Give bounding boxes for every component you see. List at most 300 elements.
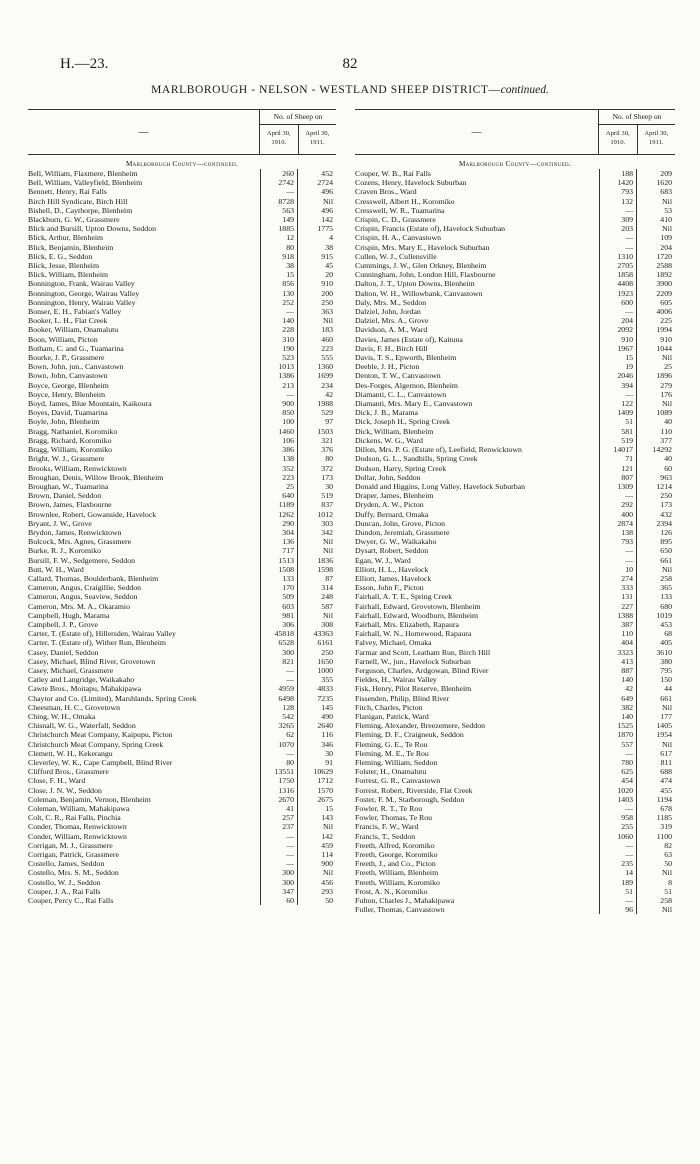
page-reference: H.—23. <box>60 56 109 72</box>
owner-name: Dysart, Robert, Seddon <box>355 546 429 556</box>
table-row <box>28 813 336 822</box>
sheep-1910: 1525 <box>599 721 637 730</box>
owner-name: Fitch, Charles, Picton <box>355 702 423 712</box>
sheep-1910: 1310 <box>599 252 637 261</box>
sheep-1911: 910 <box>660 334 672 344</box>
owner-name: Conder, Thomas, Renwicktown <box>28 822 127 832</box>
table-row <box>28 749 336 758</box>
sheep-1910: 274 <box>599 574 637 583</box>
sheep-1911: 314 <box>321 583 333 593</box>
owner-name: Crispin, Francis (Estate of), Havelock Suburban <box>355 224 506 234</box>
owner-name: Deeble, J. H., Picton <box>355 362 420 372</box>
table-row <box>28 868 336 877</box>
sheep-1911: 80 <box>325 454 333 464</box>
sheep-1910: 386 <box>260 445 298 454</box>
table-header <box>28 109 336 155</box>
table-row <box>28 694 336 703</box>
table-row <box>355 638 675 647</box>
sheep-1910: 600 <box>599 298 637 307</box>
table-row <box>355 298 675 307</box>
sheep-1910: 6528 <box>260 638 298 647</box>
sheep-1911: Nil <box>323 537 333 547</box>
sheep-1910: 121 <box>599 464 637 473</box>
sheep-1911: 1214 <box>656 481 672 491</box>
sheep-1910: 1309 <box>599 482 637 491</box>
table-row <box>28 381 336 390</box>
sheep-title: No. of Sheep on <box>599 110 675 125</box>
table-row <box>28 197 336 206</box>
sheep-1911: 43363 <box>313 629 333 639</box>
sheep-1911: 1044 <box>656 343 672 353</box>
owner-name: Dodson, G. L., Sandhills, Spring Creek <box>355 454 478 464</box>
sheep-1911: 7235 <box>317 693 333 703</box>
sheep-1911: 1712 <box>317 776 333 786</box>
owner-name: Bishell, D., Caythorpe, Blenheim <box>28 205 133 215</box>
sheep-1910: — <box>599 390 637 399</box>
sheep-1911: Nil <box>323 546 333 556</box>
sheep-1911: 363 <box>321 307 333 317</box>
table-row <box>355 344 675 353</box>
sheep-1910: 25 <box>260 482 298 491</box>
table-row <box>28 528 336 537</box>
sheep-1910: 300 <box>260 878 298 887</box>
owner-name: Carter, T. (Estate of), Wither Run, Blenheim <box>28 638 166 648</box>
table-row <box>355 464 675 473</box>
table-row <box>355 611 675 620</box>
sheep-1910: 382 <box>599 703 637 712</box>
sheep-1911: 114 <box>321 850 333 860</box>
owner-name: Davis, F. H., Birch Hill <box>355 343 428 353</box>
sheep-1911: 258 <box>660 896 672 906</box>
table-row <box>28 335 336 344</box>
owner-name: Fowler, R. T., Te Rou <box>355 804 423 814</box>
owner-name: Bell, William, Flaxmere, Blenheim <box>28 169 138 178</box>
sheep-1910: 563 <box>260 206 298 215</box>
sheep-1910: 387 <box>599 620 637 629</box>
sheep-1910: 1070 <box>260 740 298 749</box>
sheep-1911: 678 <box>660 804 672 814</box>
owner-name: Des-Forges, Algernon, Blenheim <box>355 380 458 390</box>
sheep-1911: 1598 <box>317 564 333 574</box>
owner-name: Dick, J. B., Marama <box>355 408 419 418</box>
sheep-1911: 225 <box>660 316 672 326</box>
sheep-1910: — <box>599 307 637 316</box>
table-row <box>28 215 336 224</box>
owner-name: Bragg, Nathaniel, Koromiko <box>28 426 118 436</box>
sheep-1911: 555 <box>321 353 333 363</box>
sheep-1910: 3323 <box>599 648 637 657</box>
sheep-1910: — <box>599 233 637 242</box>
sheep-1910: 347 <box>260 887 298 896</box>
sheep-1910: — <box>260 390 298 399</box>
table-row <box>355 500 675 509</box>
sheep-1910: 290 <box>260 519 298 528</box>
owner-name: Cummings, J. W., Glen Orkney, Blenheim <box>355 261 487 271</box>
table-row <box>355 197 675 206</box>
table-row <box>355 307 675 316</box>
table-row <box>355 822 675 831</box>
sheep-1910: 1870 <box>599 730 637 739</box>
sheep-1911: 50 <box>664 859 672 869</box>
sheep-1910: 132 <box>599 197 637 206</box>
owner-name: Bragg, William, Koromiko <box>28 445 112 455</box>
sheep-1911: 680 <box>660 601 672 611</box>
owner-name: Dick, Joseph H., Spring Creek <box>355 417 451 427</box>
sheep-1910: 793 <box>599 537 637 546</box>
sheep-1911: 372 <box>321 463 333 473</box>
sheep-1910: 41 <box>260 804 298 813</box>
table-row <box>28 298 336 307</box>
owner-name: Casey, Michael, Grassmere <box>28 665 114 675</box>
owner-name: Fairhall, Mrs. Elizabeth, Rapaura <box>355 619 459 629</box>
sheep-1910: 958 <box>599 813 637 822</box>
sheep-1910: 62 <box>260 730 298 739</box>
owner-name: Booker, William, Onamalutu <box>28 325 119 335</box>
sheep-1911: 587 <box>321 601 333 611</box>
owner-name: Clemett, W. H., Kekerangu <box>28 748 113 758</box>
sheep-1911: 895 <box>660 537 672 547</box>
sheep-1911: 91 <box>325 758 333 767</box>
sheep-1911: 150 <box>660 675 672 685</box>
table-row <box>28 620 336 629</box>
owner-name: Bright, W. J., Grassmere <box>28 454 105 464</box>
owner-name: Bryant, J. W., Grove <box>28 518 92 528</box>
sheep-1910: 1262 <box>260 510 298 519</box>
owner-name: Cunningham, John, London Hill, Flaxbourne <box>355 270 496 280</box>
table-row <box>355 565 675 574</box>
table-row <box>355 832 675 841</box>
table-row <box>28 859 336 868</box>
owner-name: Fleming, D. F., Craigneuk, Seddon <box>355 730 464 740</box>
sheep-1910: 603 <box>260 602 298 611</box>
owner-name: Christchurch Meat Company, Spring Creek <box>28 739 164 749</box>
table-row <box>28 629 336 638</box>
table-row <box>28 371 336 380</box>
sheep-1910: — <box>260 675 298 684</box>
owner-name: Cameron, Angus, Craigillie, Seddon <box>28 583 142 593</box>
owner-name: Boon, William, Picton <box>28 334 98 344</box>
sheep-1911: Nil <box>662 868 672 878</box>
sheep-1910: 42 <box>599 684 637 693</box>
sheep-1910: — <box>599 556 637 565</box>
sheep-1910: 1885 <box>260 224 298 233</box>
sheep-1910: 204 <box>599 316 637 325</box>
table-row <box>28 344 336 353</box>
table-row <box>355 684 675 693</box>
owner-name: Corrigan, M. J., Grassmere <box>28 840 113 850</box>
sheep-1910: 15 <box>599 353 637 362</box>
owner-name: Brown, Daniel, Seddon <box>28 491 102 501</box>
sheep-1911: 617 <box>660 748 672 758</box>
sheep-1910: — <box>599 804 637 813</box>
table-row <box>355 206 675 215</box>
table-row <box>28 546 336 555</box>
table-row <box>28 169 336 178</box>
sheep-1910: 140 <box>599 712 637 721</box>
sheep-1910: — <box>599 206 637 215</box>
page-header <box>60 56 640 76</box>
sheep-1911: 68 <box>664 629 672 639</box>
owner-name: Costello, W. J., Seddon <box>28 877 101 887</box>
sheep-1910: 1409 <box>599 408 637 417</box>
sheep-1910: 149 <box>260 215 298 224</box>
table-rows <box>28 169 336 905</box>
owner-name: Couper, W. B., Rai Falls <box>355 169 431 178</box>
owner-name: Blick, William, Blenheim <box>28 270 109 280</box>
sheep-1910: 140 <box>260 316 298 325</box>
owner-name: Dundon, Jeremiah, Grassmere <box>355 527 450 537</box>
table-row <box>355 353 675 362</box>
year-1910-header: April 30, 1910. <box>260 125 299 154</box>
table-row <box>28 187 336 196</box>
table-row <box>28 574 336 583</box>
sheep-1911: 1650 <box>317 656 333 666</box>
sheep-1911: 176 <box>660 389 672 399</box>
right-table <box>355 109 675 914</box>
sheep-1910: 717 <box>260 546 298 555</box>
table-row <box>355 841 675 850</box>
sheep-1910: 900 <box>260 399 298 408</box>
table-row <box>355 537 675 546</box>
sheep-1910: 14 <box>599 868 637 877</box>
table-row <box>355 556 675 565</box>
owner-name: Foster, F. M., Starborough, Seddon <box>355 794 465 804</box>
sheep-1911: 1405 <box>656 721 672 731</box>
table-row <box>28 675 336 684</box>
owner-name: Bragg, Richard, Koromiko <box>28 435 112 445</box>
sheep-1910: 131 <box>599 592 637 601</box>
sheep-1911: 380 <box>660 656 672 666</box>
sheep-1911: 432 <box>660 509 672 519</box>
sheep-1910: — <box>599 491 637 500</box>
sheep-1910: 100 <box>260 417 298 426</box>
left-table <box>28 109 336 905</box>
sheep-1910: 4408 <box>599 279 637 288</box>
sheep-1910: 96 <box>599 905 637 914</box>
sheep-1911: 459 <box>321 840 333 850</box>
sheep-1911: Nil <box>662 702 672 712</box>
sheep-1910: — <box>599 243 637 252</box>
owner-name: Brooks, William, Renwicktown <box>28 463 127 473</box>
sheep-1910: 1750 <box>260 776 298 785</box>
sheep-1911: 915 <box>321 251 333 261</box>
table-row <box>28 325 336 334</box>
owner-name: Blick, Jesse, Blenheim <box>28 261 100 271</box>
sheep-1911: 97 <box>325 417 333 427</box>
table-row <box>355 740 675 749</box>
table-row <box>28 730 336 739</box>
owner-name: Christchurch Meat Company, Kaipupu, Picton <box>28 730 173 740</box>
table-row <box>28 307 336 316</box>
table-row <box>28 362 336 371</box>
sheep-1910: — <box>599 896 637 905</box>
table-row <box>28 482 336 491</box>
table-row <box>28 602 336 611</box>
sheep-1911: 661 <box>660 693 672 703</box>
owner-name: Conder, William, Renwicktown <box>28 831 127 841</box>
table-row <box>355 905 675 914</box>
owner-name: Fleming, Alexander, Breezemere, Seddon <box>355 721 486 731</box>
table-row <box>355 519 675 528</box>
sheep-1910: 51 <box>599 417 637 426</box>
sheep-1910: — <box>260 841 298 850</box>
table-row <box>355 261 675 270</box>
table-row <box>355 417 675 426</box>
owner-name: Duncan, John, Grove, Picton <box>355 518 446 528</box>
table-row <box>28 565 336 574</box>
sheep-1910: 2670 <box>260 795 298 804</box>
table-row <box>28 289 336 298</box>
owner-name: Daly, Mrs. M., Seddon <box>355 297 427 307</box>
table-row <box>28 721 336 730</box>
owner-name: Bonnington, George, Wairau Valley <box>28 288 140 298</box>
table-row <box>355 381 675 390</box>
sheep-1911: 223 <box>321 343 333 353</box>
owner-name: Francis, T., Seddon <box>355 831 416 841</box>
owner-name: Coleman, William, Mahakipawa <box>28 804 130 814</box>
sheep-1911: 795 <box>660 665 672 675</box>
owner-name: Ching, W. H., Omaka <box>28 711 96 721</box>
sheep-1911: 452 <box>321 169 333 178</box>
owner-name: Dillon, Mrs. P. G. (Estate of), Leefield, Renwicktown <box>355 445 522 455</box>
sheep-1910: 3265 <box>260 721 298 730</box>
sheep-1911: 63 <box>664 850 672 860</box>
table-row <box>355 730 675 739</box>
sheep-1911: 346 <box>321 739 333 749</box>
owner-name: Fairhall, A. T. E., Spring Creek <box>355 592 453 602</box>
table-row <box>28 804 336 813</box>
owner-name: Freeth, J., and Co., Picton <box>355 859 436 869</box>
owner-name: Cullen, W. J., Cullensville <box>355 251 437 261</box>
sheep-1910: 310 <box>260 335 298 344</box>
sheep-1910: 60 <box>260 896 298 905</box>
sheep-1910: 255 <box>599 822 637 831</box>
sheep-1911: Nil <box>323 868 333 878</box>
table-row <box>28 703 336 712</box>
sheep-1910: 133 <box>260 574 298 583</box>
owner-name: Ferguson, Charles, Ardgowan, Blind River <box>355 665 489 675</box>
table-row <box>28 795 336 804</box>
table-row <box>28 887 336 896</box>
sheep-1911: 8 <box>668 877 672 887</box>
sheep-1911: 40 <box>664 454 672 464</box>
sheep-1911: 14292 <box>652 445 672 455</box>
owner-name: Farmar and Scott, Leatham Run, Birch Hill <box>355 647 491 657</box>
sheep-1910: 138 <box>599 528 637 537</box>
sheep-1911: 51 <box>664 886 672 896</box>
table-row <box>355 510 675 519</box>
table-row <box>355 390 675 399</box>
sheep-1910: 19 <box>599 362 637 371</box>
sheep-1911: 303 <box>321 518 333 528</box>
sheep-1911: 963 <box>660 472 672 482</box>
table-row <box>28 206 336 215</box>
sheep-1911: 605 <box>660 297 672 307</box>
owner-name: Forrest, G. R., Canvastown <box>355 776 441 786</box>
table-row <box>355 362 675 371</box>
sheep-1911: 109 <box>660 233 672 243</box>
table-row <box>28 740 336 749</box>
sheep-1911: 519 <box>321 491 333 501</box>
owner-name: Elliott, H. L., Havelock <box>355 564 429 574</box>
owner-name: Cozens, Henry, Havelock Suburban <box>355 178 467 188</box>
sheep-1911: 87 <box>325 573 333 583</box>
sheep-1910: 2705 <box>599 261 637 270</box>
sheep-1911: 173 <box>321 472 333 482</box>
sheep-1911: 460 <box>321 334 333 344</box>
table-row <box>28 270 336 279</box>
table-row <box>28 224 336 233</box>
table-row <box>355 804 675 813</box>
table-row <box>28 427 336 436</box>
table-row <box>355 721 675 730</box>
sheep-1911: 650 <box>660 546 672 556</box>
sheep-1910: — <box>260 832 298 841</box>
sheep-1910: 306 <box>260 620 298 629</box>
sheep-1911: 4833 <box>317 684 333 694</box>
table-row <box>28 399 336 408</box>
table-row <box>28 556 336 565</box>
owner-name: Colt, C. R., Rai Falls, Pinchia <box>28 813 121 823</box>
table-row <box>28 390 336 399</box>
table-row <box>28 464 336 473</box>
table-row <box>28 408 336 417</box>
owner-name: Frost, A. N., Koromiko <box>355 886 428 896</box>
sheep-1911: 1185 <box>656 813 672 823</box>
owner-name: Broughan, Denis, Willow Brook, Blenheim <box>28 472 164 482</box>
sheep-1910: 850 <box>260 408 298 417</box>
sheep-1910: 509 <box>260 592 298 601</box>
owner-name: Birch Hill Syndicate, Birch Hill <box>28 196 128 206</box>
table-row <box>28 178 336 187</box>
sheep-1911: 183 <box>321 325 333 335</box>
sheep-1910: 1460 <box>260 427 298 436</box>
table-row <box>355 399 675 408</box>
sheep-1910: 1513 <box>260 556 298 565</box>
table-row <box>355 243 675 252</box>
table-row <box>28 878 336 887</box>
owner-name: Costello, Mrs. S. M., Seddon <box>28 868 119 878</box>
owner-name: Diamanti, Mrs. Mary E., Canvastown <box>355 399 473 409</box>
table-row <box>355 675 675 684</box>
table-row <box>28 519 336 528</box>
table-row <box>355 215 675 224</box>
table-row <box>28 233 336 242</box>
sheep-1911: 3610 <box>656 647 672 657</box>
sheep-1911: 248 <box>321 592 333 602</box>
year-1910-header: April 30, 1910. <box>599 125 638 154</box>
sheep-1910: 45818 <box>260 629 298 638</box>
sheep-1910: 1858 <box>599 270 637 279</box>
owner-name: Bennett, Henry, Rai Falls <box>28 187 107 197</box>
sheep-1911: 250 <box>660 491 672 501</box>
owner-name: Cawte Bros., Moitapu, Mahakipawa <box>28 684 142 694</box>
sheep-1911: 4006 <box>656 307 672 317</box>
table-row <box>28 243 336 252</box>
sheep-1910: 1420 <box>599 178 637 187</box>
section-heading: Marlborough County—continued. <box>125 160 239 168</box>
sheep-1911: Nil <box>662 739 672 749</box>
sheep-1910: 2874 <box>599 519 637 528</box>
table-row <box>355 169 675 178</box>
table-row <box>28 491 336 500</box>
table-row <box>355 482 675 491</box>
sheep-1911: 25 <box>664 362 672 372</box>
sheep-1910: 887 <box>599 666 637 675</box>
sheep-1911: 1012 <box>317 509 333 519</box>
sheep-1911: 455 <box>660 785 672 795</box>
sheep-1910: 1189 <box>260 500 298 509</box>
